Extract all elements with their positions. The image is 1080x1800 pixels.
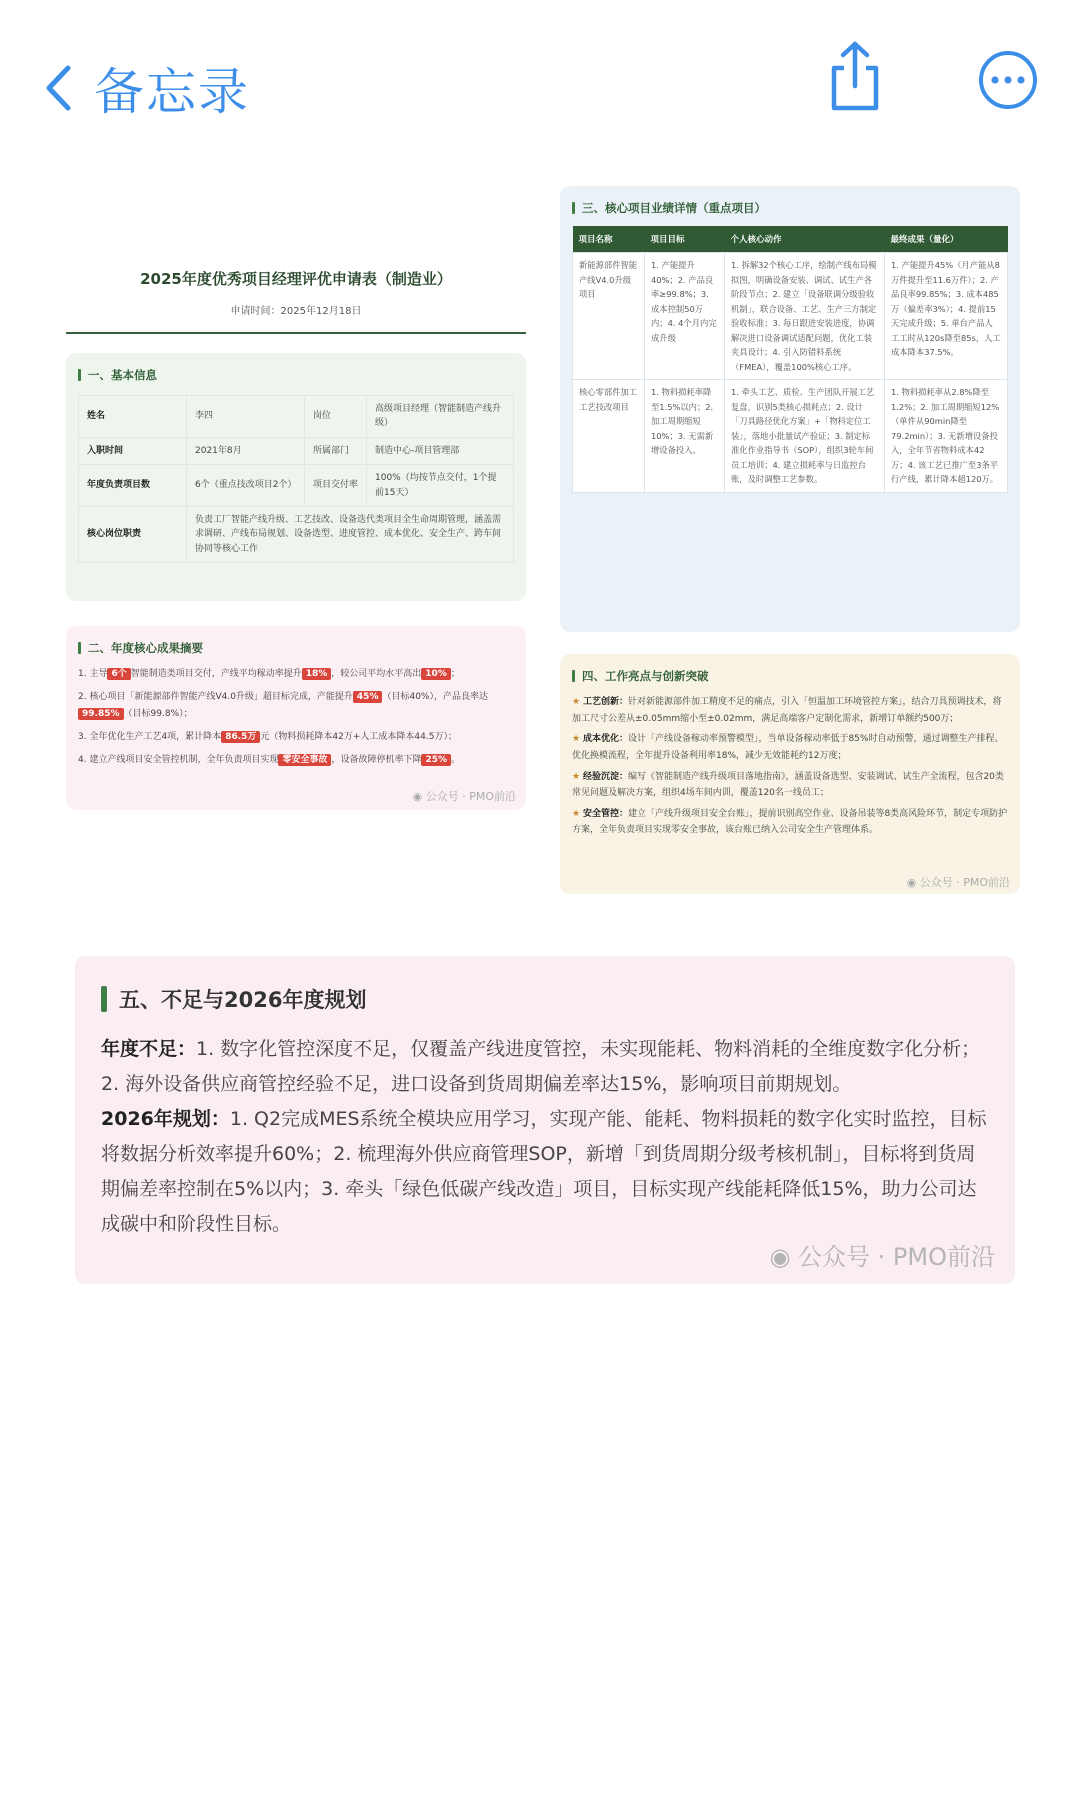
star-icon: ★: [572, 771, 583, 782]
watermark: ◉ 公众号 · PMO前沿: [412, 790, 516, 803]
table-cell: 1. 拆解32个核心工序，绘制产线布局模拟图，明确设备安装、调试、试生产各阶段节点；2. 建立「设备联调分级验收机制」，联合设备、工艺、生产三方制定验收标准；3. 每日跟进安装进度，协调解决进口设备调试适配问题，优化工装夹具设计；4. 引入防错料系统（FMEA），覆盖100%核心工序。: [725, 253, 885, 380]
column-header: 项目目标: [645, 226, 725, 253]
nav-bar: [0, 0, 1080, 170]
wechat-icon: ◉: [412, 790, 426, 803]
table-row: [79, 506, 514, 562]
table-cell: 年度负责项目数: [79, 465, 187, 507]
projects-card: [560, 186, 1020, 632]
table-cell: 岗位: [305, 396, 367, 438]
summary-line-4: 4. 建立产线项目安全管控机制，全年负责项目实现 零安全事故 ，设备故障停机率下降 25% 。: [78, 755, 461, 766]
table-row: [573, 253, 1008, 380]
plan-text: 1. Q2完成MES系统全模块应用学习，实现产能、能耗、物料损耗的数字化实时监控，目标将数据分析效率提升60%；2. 梳理海外供应商管理SOP，新增「到货周期分级考核机制」，目标将到货周期偏差率控制在5%以内；3. 牵头「绿色低碳产线改造」项目，目标实现产线能耗降低15%，助力公司达成碳中和阶段性目标。: [101, 1108, 987, 1235]
weakness-text: 1. 数字化管控深度不足，仅覆盖产线进度管控，未实现能耗、物料消耗的全维度数字化分析；2. 海外设备供应商管控经验不足，进口设备到货周期偏差率达15%，影响项目前期规划。: [101, 1038, 981, 1095]
back-button[interactable]: [44, 52, 250, 124]
table-cell: 1. 产能提升45%（月产能从8万件提升至11.6万件）；2. 产品良率99.85%；3. 成本485万（偏差率3%）；4. 提前15天完成升级；5. 单台产品人工工时从120s降至85s，人工成本降本37.5%。: [885, 253, 1008, 380]
wechat-icon: ◉: [769, 1243, 799, 1271]
doc-title: 2025年度优秀项目经理评优申请表（制造业）: [140, 270, 452, 288]
star-icon: ★: [572, 734, 583, 745]
basic-info-card: [66, 353, 526, 601]
column-header: 最终成果（量化）: [885, 226, 1008, 253]
table-cell: 项目交付率: [305, 465, 367, 507]
highlight-badge: 45%: [353, 691, 383, 703]
more-button[interactable]: [978, 50, 1038, 114]
star-icon: ★: [572, 808, 583, 819]
table-header-row: [573, 226, 1008, 253]
table-row: [573, 380, 1008, 493]
table-row: [79, 437, 514, 464]
highlight-badge: 6个: [107, 668, 130, 680]
star-icon: ★: [572, 697, 583, 707]
table-row: [79, 396, 514, 438]
highlights-title: 四、工作亮点与创新突破: [572, 668, 1008, 684]
highlight-badge: 10%: [421, 668, 451, 680]
share-icon: [826, 40, 884, 112]
column-header: 个人核心动作: [725, 226, 885, 253]
table-cell: 核心岗位职责: [79, 506, 187, 562]
projects-title: 三、核心项目业绩详情（重点项目）: [572, 200, 1008, 216]
wechat-icon: ◉: [906, 876, 920, 889]
highlights-card: [560, 654, 1020, 894]
column-header: 项目名称: [573, 226, 645, 253]
chevron-left-icon: [44, 64, 72, 112]
table-cell: 负责工厂智能产线升级、工艺技改、设备迭代类项目全生命周期管理，涵盖需求调研、产线布局规划、设备选型、进度管控、成本优化、安全生产、跨车间协同等核心工作: [187, 506, 514, 562]
watermark: ◉ 公众号 · PMO前沿: [906, 876, 1010, 889]
table-cell: 1. 物料损耗率降至1.5%以内；2. 加工周期缩短10%；3. 无需新增设备投入。: [645, 380, 725, 493]
highlight-item: ★ 经验沉淀：编写《智能制造产线升级项目落地指南》，涵盖设备选型、安装调试、试生产全流程，包含20类常见问题及解决方案，组织4场车间内训，覆盖120名一线员工；: [572, 771, 1004, 799]
highlight-badge: 99.85%: [78, 708, 124, 720]
highlight-item: ★ 工艺创新：针对新能源部件加工精度不足的痛点，引入「恒温加工环境管控方案」，结合刀具预调技术，将加工尺寸公差从±0.05mm缩小至±0.02mm，满足高端客户定制化需求，新增订单额约500万；: [572, 697, 1002, 724]
highlight-item: ★ 安全管控：建立「产线升级项目安全台账」，提前识别高空作业、设备吊装等8类高风险环节，制定专项防护方案，全年负责项目实现零安全事故，该台账已纳入公司安全生产管理体系。: [572, 808, 1008, 836]
highlight-badge: 零安全事故: [278, 754, 331, 766]
table-cell: 核心零部件加工工艺技改项目: [573, 380, 645, 493]
doc-subtitle: 申请时间：2025年12月18日: [230, 306, 362, 317]
divider: [66, 332, 526, 334]
highlight-badge: 86.5万: [221, 731, 260, 743]
basic-info-table: [78, 395, 514, 563]
summary-title: 二、年度核心成果摘要: [78, 640, 514, 656]
highlight-badge: 25%: [421, 754, 451, 766]
table-cell: 姓名: [79, 396, 187, 438]
plan-card: [75, 956, 1015, 1284]
basic-info-title: 一、基本信息: [78, 367, 514, 383]
watermark: ◉ 公众号 · PMO前沿: [769, 1243, 995, 1271]
plan-title: 五、不足与2026年度规划: [101, 984, 989, 1014]
weakness-label: 年度不足：: [101, 1038, 197, 1060]
plan-body: [101, 1032, 989, 1242]
table-cell: 100%（均按节点交付，1个提前15天）: [367, 465, 514, 507]
highlight-badge: 18%: [302, 668, 332, 680]
table-cell: 2021年8月: [187, 437, 305, 464]
summary-card: [66, 626, 526, 810]
highlight-item: ★ 成本优化：设计「产线设备稼动率预警模型」，当单设备稼动率低于85%时自动预警，通过调整生产排程、优化换模流程，全年提升设备利用率18%，减少无效能耗约12万度；: [572, 734, 1004, 761]
table-cell: 李四: [187, 396, 305, 438]
table-cell: 所属部门: [305, 437, 367, 464]
table-cell: 新能源部件智能产线V4.0升级项目: [573, 253, 645, 380]
summary-line-2: 2. 核心项目「新能源部件智能产线V4.0升级」超目标完成，产能提升 45% （目标40%），产品良率达99.85% （目标99.8%）；: [78, 692, 488, 720]
table-cell: 6个（重点技改项目2个）: [187, 465, 305, 507]
summary-line-1: 1. 主导 6个 智能制造类项目交付，产线平均稼动率提升 18% ，较公司平均水平高出 10% ；: [78, 669, 460, 679]
table-cell: 入职时间: [79, 437, 187, 464]
table-cell: 1. 牵头工艺、质检、生产团队开展工艺复盘，识别5类核心损耗点；2. 设计「刀具路径优化方案」+「物料定位工装」，落地小批量试产验证；3. 制定标准化作业指导书（SOP），组织3轮车间员工培训；4. 建立损耗率与日监控台账，及时调整工艺参数。: [725, 380, 885, 493]
table-cell: 1. 物料损耗率从2.8%降至1.2%；2. 加工周期缩短12%（单件从90min降至79.2min）；3. 无新增设备投入，全年节省物料成本42万；4. 该工艺已推广至3条平行产线，累计降本超120万。: [885, 380, 1008, 493]
table-row: [79, 465, 514, 507]
table-cell: 制造中心-项目管理部: [367, 437, 514, 464]
plan-label: 2026年规划：: [101, 1108, 230, 1130]
back-label: 备忘录: [94, 63, 250, 121]
summary-line-3: 3. 全年优化生产工艺4项，累计降本 86.5万 元（物料损耗降本42万+人工成本降本44.5万）；: [78, 732, 457, 743]
table-cell: 高级项目经理（智能制造产线升级）: [367, 396, 514, 438]
more-icon: [978, 50, 1038, 110]
projects-table: [572, 226, 1008, 493]
share-button[interactable]: [826, 40, 884, 116]
table-cell: 1. 产能提升40%；2. 产品良率≥99.8%；3. 成本控制50万内；4. 4个月内完成升级: [645, 253, 725, 380]
